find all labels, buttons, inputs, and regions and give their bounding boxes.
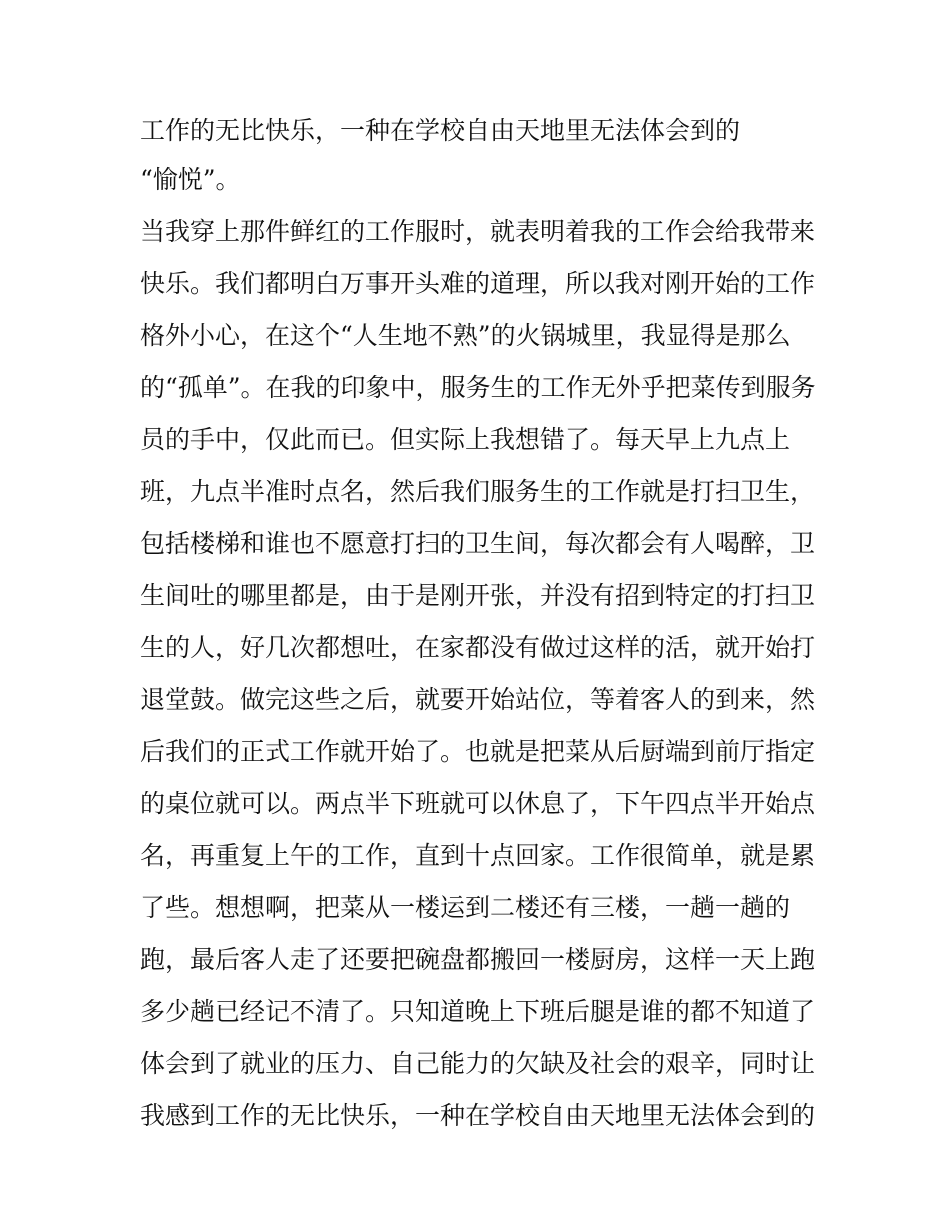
text-line-20: 我感到工作的无比快乐，一种在学校自由天地里无法体会到的 <box>140 1101 816 1130</box>
text-line-1: 工作的无比快乐，一种在学校自由天地里无法体会到的 <box>140 116 741 145</box>
text-line-7: 员的手中，仅此而已。但实际上我想错了。每天早上九点上 <box>140 425 791 454</box>
text-line-13: 后我们的正式工作就开始了。也就是把菜从后厨端到前厅指定 <box>140 737 816 766</box>
text-line-2: “愉悦”。 <box>140 165 241 194</box>
text-line-5: 格外小心，在这个“人生地不熟”的火锅城里，我显得是那么 <box>140 321 791 350</box>
text-line-17: 跑，最后客人走了还要把碗盘都搬回一楼厨房，这样一天上跑 <box>140 945 816 974</box>
text-line-11: 生的人，好几次都想吐，在家都没有做过这样的活，就开始打 <box>140 633 816 662</box>
text-line-6: 的“孤单”。在我的印象中，服务生的工作无外乎把菜传到服务 <box>140 373 816 402</box>
text-line-15: 名，再重复上午的工作，直到十点回家。工作很简单，就是累 <box>140 841 816 870</box>
text-line-14: 的桌位就可以。两点半下班就可以休息了，下午四点半开始点 <box>140 789 816 818</box>
text-line-16: 了些。想想啊，把菜从一楼运到二楼还有三楼，一趟一趟的 <box>140 893 791 922</box>
text-line-8: 班，九点半准时点名，然后我们服务生的工作就是打扫卫生， <box>140 477 816 506</box>
text-line-10: 生间吐的哪里都是，由于是刚开张，并没有招到特定的打扫卫 <box>140 581 816 610</box>
text-line-18: 多少趟已经记不清了。只知道晚上下班后腿是谁的都不知道了 <box>140 997 816 1026</box>
text-line-3: 当我穿上那件鲜红的工作服时，就表明着我的工作会给我带来 <box>140 217 816 246</box>
text-line-9: 包括楼梯和谁也不愿意打扫的卫生间，每次都会有人喝醉，卫 <box>140 529 816 558</box>
text-line-12: 退堂鼓。做完这些之后，就要开始站位，等着客人的到来，然 <box>140 685 816 714</box>
text-line-4: 快乐。我们都明白万事开头难的道理，所以我对刚开始的工作 <box>140 269 816 298</box>
body-text <box>140 108 820 1142</box>
text-line-19: 体会到了就业的压力、自己能力的欠缺及社会的艰辛，同时让 <box>140 1049 816 1078</box>
